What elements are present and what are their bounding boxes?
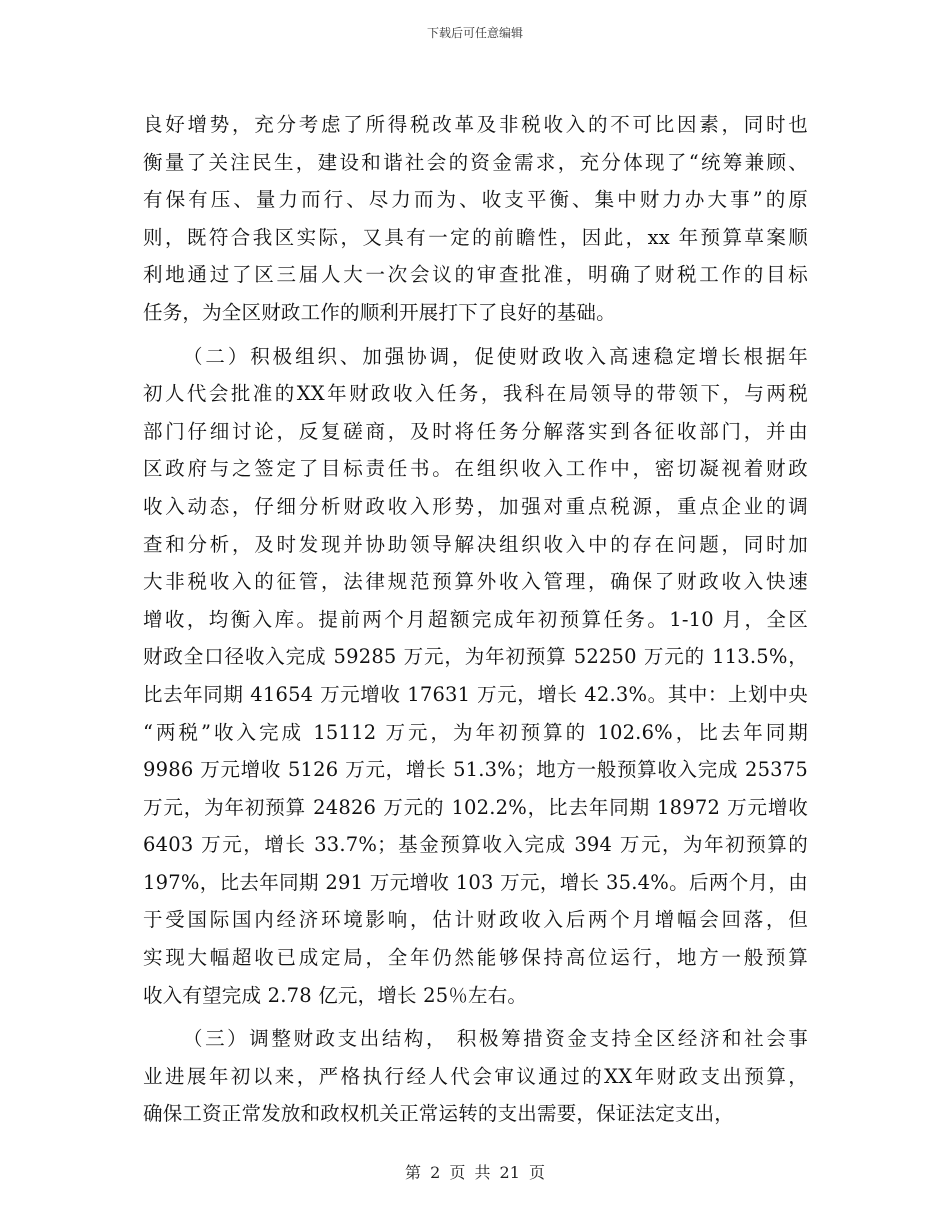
page-footer-number: 第 2 页 共 21 页 [405,1163,545,1182]
text-line: 区政府与之签定了目标责任书。在组织收入工作中，密切凝视着财政 [143,457,808,481]
text-line: 197%，比去年同期 291 万元增收 103 万元，增长 35.4%。后两个月，由 [143,870,808,894]
text-line: 有保有压、量力而行、尽力而为、收支平衡、集中财力办大事”的原 [143,188,808,212]
text-line: 大非税收入的征管，法律规范预算外收入管理，确保了财政收入快速 [143,570,808,594]
paragraph [143,106,808,332]
text-line: 任务，为全区财政工作的顺利开展打下了良好的基础。 [143,300,616,324]
text-line: 于受国际国内经济环境影响，估计财政收入后两个月增幅会回落，但 [143,908,808,932]
paragraph [143,1020,808,1133]
text-line: 比去年同期 41654 万元增收 17631 万元，增长 42.3%。其中：上划中央 [143,682,808,706]
text-line: 收入有望完成 2.78 亿元，增长 25％左右。 [143,983,528,1007]
text-line: 利地通过了区三届人大一次会议的审查批准，明确了财税工作的目标 [143,263,808,287]
text-line: 收入动态，仔细分析财政收入形势，加强对重点税源，重点企业的调 [143,494,808,518]
text-line: （二）积极组织、加强协调，促使财政收入高速稳定增长根据年 [183,344,808,368]
text-line: 初人代会批准的XX年财政收入任务，我科在局领导的带领下，与两税 [143,382,808,406]
text-line: 则，既符合我区实际，又具有一定的前瞻性，因此，xx 年预算草案顺 [143,225,808,249]
page-header-note: 下载后可任意编辑 [426,26,523,40]
text-line: 6403 万元，增长 33.7%；基金预算收入完成 394 万元，为年初预算的 [143,833,808,857]
text-line: 万元，为年初预算 24826 万元的 102.2%，比去年同期 18972 万元增收 [143,795,808,819]
text-line: “两税”收入完成 15112 万元，为年初预算的 102.6%，比去年同期 [143,720,808,744]
text-line: 增收，均衡入库。提前两个月超额完成年初预算任务。1-10 月，全区 [143,607,808,631]
text-line: 查和分析，及时发现并协助领导解决组织收入中的存在问题，同时加 [143,532,808,556]
text-line: 实现大幅超收已成定局，全年仍然能够保持高位运行，地方一般预算 [143,946,808,970]
document-body [143,106,808,1133]
paragraph [143,338,808,1015]
text-line: 部门仔细讨论，反复磋商，及时将任务分解落实到各征收部门，并由 [143,419,808,443]
text-line: 9986 万元增收 5126 万元，增长 51.3%；地方一般预算收入完成 25375 [143,758,808,782]
text-line: 良好增势，充分考虑了所得税改革及非税收入的不可比因素，同时也 [143,113,808,136]
text-line: 业进展年初以来，严格执行经人代会审议通过的XX年财政支出预算， [143,1064,808,1088]
text-line: 衡量了关注民生，建设和谐社会的资金需求，充分体现了“统筹兼顾、 [143,150,808,174]
text-line: 财政全口径收入完成 59285 万元，为年初预算 52250 万元的 113.5%， [143,645,808,669]
text-line: 确保工资正常发放和政权机关正常运转的支出需要，保证法定支出， [143,1102,735,1126]
text-line: （三）调整财政支出结构， 积极筹措资金支持全区经济和社会事 [183,1027,808,1051]
